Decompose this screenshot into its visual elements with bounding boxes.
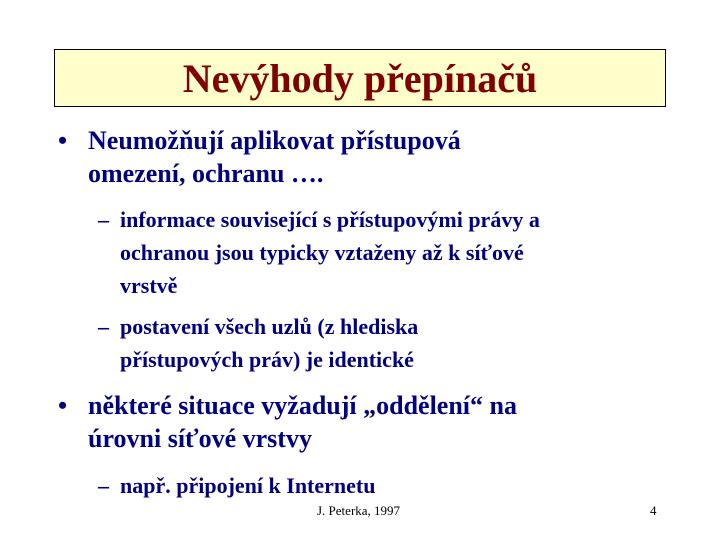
bullet-1 — [88, 124, 688, 190]
sub-bullet-marker: – — [98, 473, 109, 498]
sub-bullet-2-1 — [120, 469, 680, 502]
sub-bullet-1-2 — [120, 310, 680, 376]
title-box — [54, 49, 666, 107]
bullet-marker: • — [58, 391, 68, 420]
bullet-2-line-1: některé situace vyžadují „oddělení“ na — [88, 391, 517, 420]
sub-bullet-1-1-line-3: vrstvě — [120, 273, 178, 298]
footer-author: J. Peterka, 1997 — [317, 503, 401, 518]
sub-bullet-1-1-line-1: informace související s přístupovými právy a — [120, 207, 540, 232]
sub-bullet-1-2-line-1: postavení všech uzlů (z hlediska — [120, 314, 419, 339]
sub-bullet-2-1-line-1: např. připojení k Internetu — [120, 473, 376, 498]
sub-bullet-1-1 — [120, 203, 680, 302]
bullet-1-line-1: Neumožňují aplikovat přístupová — [88, 126, 461, 155]
sub-bullet-1-2-line-2: přístupových práv) je identické — [120, 347, 414, 372]
bullet-1-line-2: omezení, ochranu …. — [88, 159, 324, 188]
page-number: 4 — [650, 503, 657, 518]
bullet-2 — [88, 389, 688, 455]
bullet-marker: • — [58, 126, 68, 155]
sub-bullet-marker: – — [98, 314, 109, 339]
slide-title: Nevýhody přepínačů — [182, 56, 538, 101]
bullet-2-line-2: úrovni síťové vrstvy — [88, 424, 312, 453]
sub-bullet-marker: – — [98, 207, 109, 232]
sub-bullet-1-1-line-2: ochranou jsou typicky vztaženy až k síťové — [120, 240, 524, 265]
